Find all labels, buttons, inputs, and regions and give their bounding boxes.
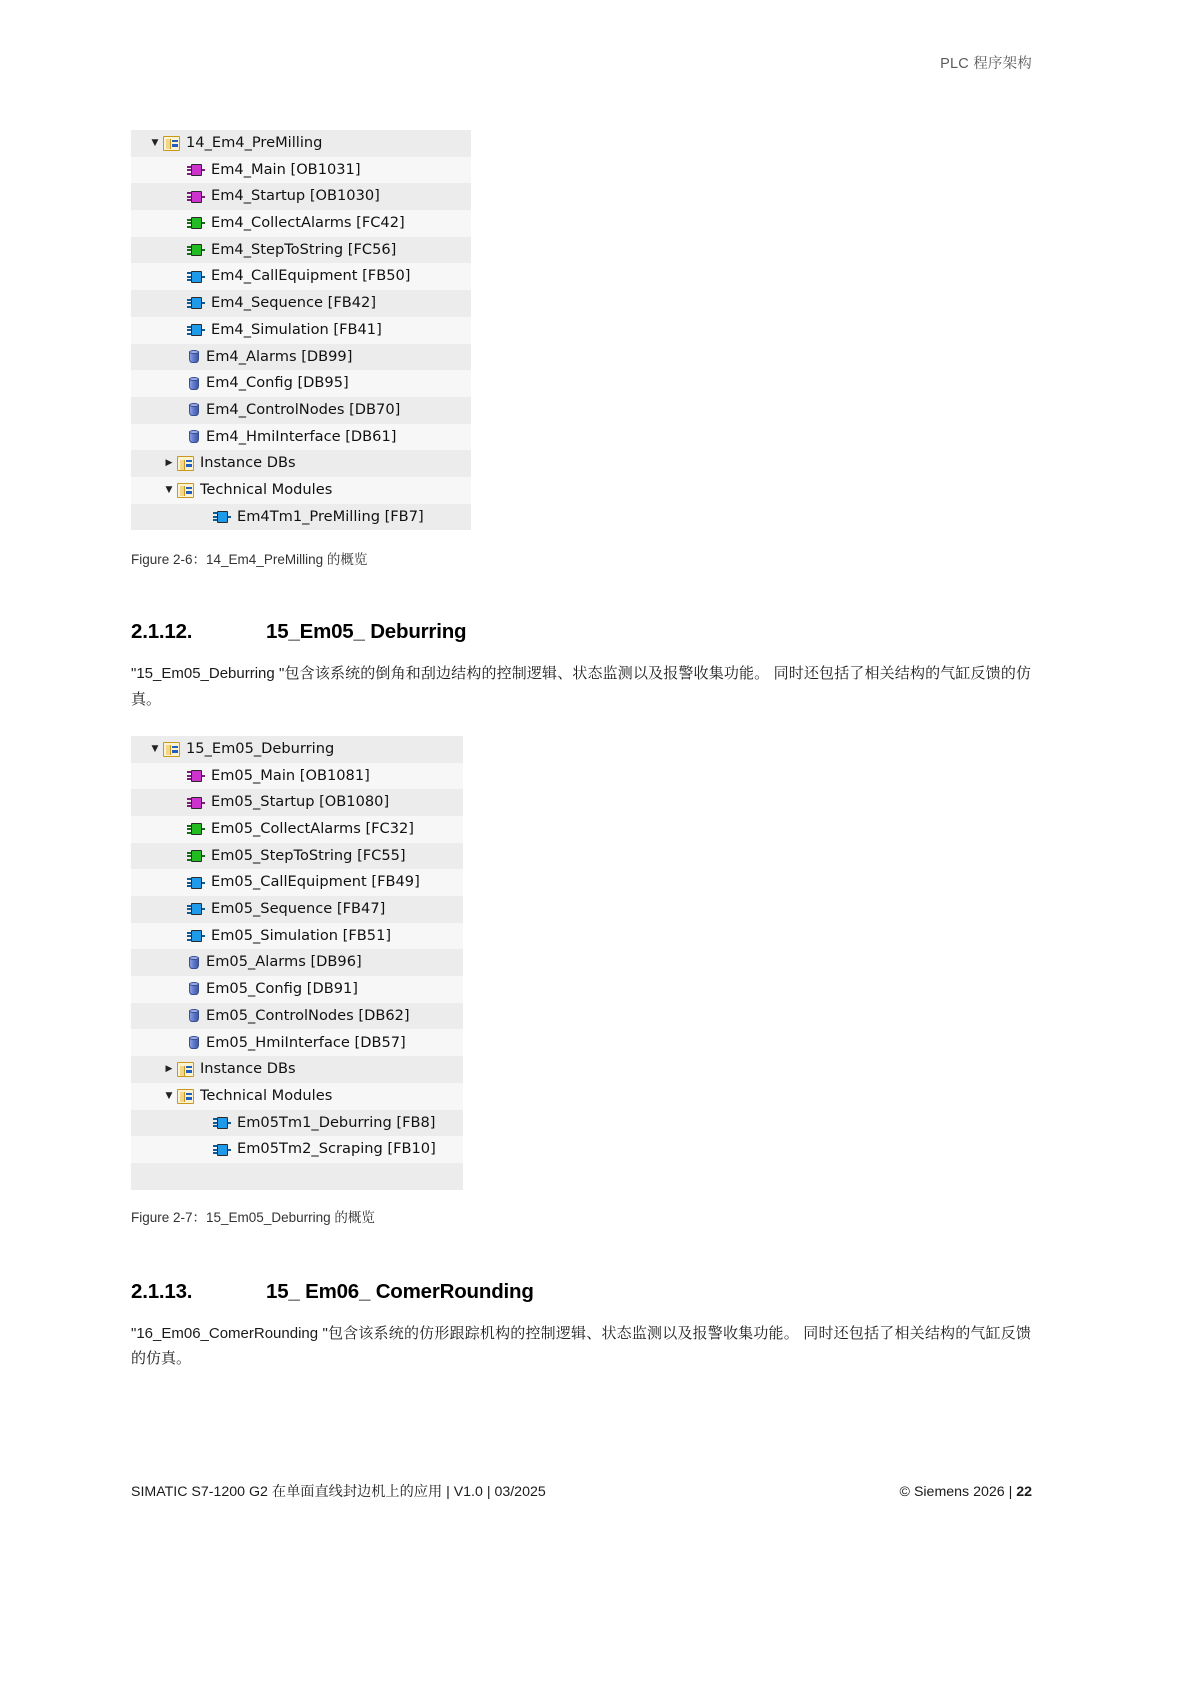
folder-icon (177, 1062, 194, 1077)
tree-item-label: Em4_CollectAlarms [FC42] (211, 214, 405, 232)
fc-block-icon (187, 823, 205, 836)
tree-row[interactable] (131, 1029, 463, 1056)
tree-item-label: Em4_Simulation [FB41] (211, 320, 382, 338)
fb-block-icon (187, 903, 205, 916)
tree-item-label: 15_Em05_Deburring (186, 739, 335, 757)
tree-row[interactable] (131, 1056, 463, 1083)
tree-item-label: Em4_StepToString [FC56] (211, 240, 397, 258)
tree-row[interactable] (131, 923, 463, 950)
database-block-icon (187, 349, 200, 364)
running-header (940, 52, 1032, 73)
tree-row[interactable] (131, 1003, 463, 1030)
heading-2-1-12 (131, 620, 1031, 644)
chevron-right-icon[interactable]: ▶ (165, 1064, 173, 1074)
tree-item-label: Em4_CallEquipment [FB50] (211, 267, 411, 285)
tree-item-label: Em05_HmiInterface [DB57] (206, 1033, 406, 1051)
chevron-right-icon[interactable]: ▶ (165, 458, 173, 469)
heading-2-1-12-number: 2.1.12. (131, 620, 193, 644)
fb-block-icon (187, 297, 205, 310)
folder-icon (177, 483, 194, 498)
tree-row[interactable] (131, 504, 471, 531)
tree-row[interactable] (131, 477, 471, 504)
tree-item-label: Em05_Main [OB1081] (211, 766, 370, 784)
database-block-icon (187, 376, 200, 391)
tree-item-label: Em05_Sequence [FB47] (211, 900, 386, 918)
tree-item-label: Em4_Alarms [DB99] (206, 347, 353, 365)
figure-caption-2-7: Figure 2-7：15_Em05_Deburring 的概览 (131, 1209, 375, 1225)
tree-item-label: Em4_Sequence [FB42] (211, 294, 377, 312)
tree-row[interactable] (131, 789, 463, 816)
folder-icon (163, 742, 180, 757)
tree-row[interactable] (131, 843, 463, 870)
tree-row[interactable] (131, 1110, 463, 1137)
fb-block-icon (187, 324, 205, 337)
tree-item-label: Em05_Startup [OB1080] (211, 793, 390, 811)
fc-block-icon (187, 850, 205, 863)
tree-item-label: Em05Tm1_Deburring [FB8] (237, 1113, 436, 1131)
chevron-down-icon[interactable]: ▼ (151, 743, 159, 754)
database-block-icon (187, 1009, 200, 1024)
fb-block-icon (213, 1143, 231, 1156)
fb-block-icon (187, 876, 205, 889)
tree-row[interactable] (131, 976, 463, 1003)
footer-page-number: 22 (1016, 1484, 1032, 1500)
database-block-icon (187, 982, 200, 997)
tree-item-label: Em05_Config [DB91] (206, 980, 358, 998)
tree-row[interactable] (131, 317, 471, 344)
folder-icon (163, 136, 180, 151)
database-block-icon (187, 1035, 200, 1050)
tree-row[interactable] (131, 397, 471, 424)
tree-row[interactable] (131, 949, 463, 976)
tree-row[interactable] (131, 290, 471, 317)
tree-row[interactable] (131, 344, 471, 371)
fb-block-icon (187, 930, 205, 943)
ob-block-icon (187, 796, 205, 809)
tree-item-label: Instance DBs (200, 454, 296, 472)
tree-row[interactable] (131, 130, 471, 157)
ob-block-icon (187, 164, 205, 177)
tree-row[interactable] (131, 816, 463, 843)
tree-item-label: Em05Tm2_Scraping [FB10] (237, 1140, 436, 1158)
heading-2-1-12-title: 15_Em05_ Deburring (266, 620, 467, 644)
tree-item-label: Em4_ControlNodes [DB70] (206, 400, 401, 418)
tree-item-label: 14_Em4_PreMilling (186, 134, 323, 152)
project-tree-14-em4-premilling[interactable] (131, 130, 471, 530)
paragraph-2-1-13: "16_Em06_ComerRounding "包含该系统的仿形跟踪机构的控制逻辑、状态监测以及报警收集功能。 同时还包括了相关结构的气缸反馈的仿真。 (131, 1324, 1031, 1368)
database-block-icon (187, 403, 200, 418)
page-footer (131, 1481, 1032, 1501)
tree-item-label: Em05_Alarms [DB96] (206, 953, 362, 971)
running-header-text: PLC 程序架构 (940, 56, 1032, 72)
fb-block-icon (187, 270, 205, 283)
tree-row[interactable] (131, 263, 471, 290)
ob-block-icon (187, 190, 205, 203)
tree-row[interactable] (131, 896, 463, 923)
fc-block-icon (187, 217, 205, 230)
tree-row[interactable] (131, 450, 471, 477)
tree-row[interactable] (131, 736, 463, 763)
tree-row[interactable] (131, 1136, 463, 1163)
tree-row[interactable] (131, 237, 471, 264)
folder-icon (177, 456, 194, 471)
tree-row[interactable] (131, 183, 471, 210)
database-block-icon (187, 955, 200, 970)
heading-2-1-13 (131, 1280, 1031, 1304)
tree-item-label: Instance DBs (200, 1060, 296, 1078)
tree-item-label: Em05_Simulation [FB51] (211, 926, 392, 944)
tree-row[interactable] (131, 157, 471, 184)
chevron-down-icon[interactable]: ▼ (165, 1090, 173, 1101)
tree-item-label: Em05_ControlNodes [DB62] (206, 1006, 410, 1024)
tree-item-label: Em4Tm1_PreMilling [FB7] (237, 507, 424, 525)
chevron-down-icon[interactable]: ▼ (165, 484, 173, 495)
fb-block-icon (213, 1116, 231, 1129)
paragraph-2-1-12: "15_Em05_Deburring "包含该系统的倒角和刮边结构的控制逻辑、状态监测以及报警收集功能。 同时还包括了相关结构的气缸反馈的仿真。 (131, 665, 1031, 709)
footer-copyright (900, 1484, 1032, 1500)
database-block-icon (187, 429, 200, 444)
fc-block-icon (187, 244, 205, 257)
heading-2-1-13-number: 2.1.13. (131, 1279, 193, 1303)
folder-icon (177, 1089, 194, 1104)
tree-row[interactable] (131, 424, 471, 451)
tree-item-label: Technical Modules (200, 1086, 333, 1104)
tree-row[interactable] (131, 370, 471, 397)
tree-item-label: Em4_Config [DB95] (206, 374, 349, 392)
document-content (131, 130, 1031, 1372)
tree-item-label: Em4_Startup [OB1030] (211, 187, 380, 205)
tree-item-label: Em05_CollectAlarms [FC32] (211, 820, 414, 838)
tree-item-label: Em05_CallEquipment [FB49] (211, 873, 420, 891)
blank-icon (213, 1169, 230, 1184)
project-tree-15-em05-deburring[interactable] (131, 736, 463, 1190)
figure-caption-2-6: Figure 2-6：14_Em4_PreMilling 的概览 (131, 552, 368, 568)
tree-row[interactable] (131, 1163, 463, 1190)
chevron-down-icon[interactable]: ▼ (151, 137, 159, 148)
tree-item-label: Em4_Main [OB1031] (211, 160, 361, 178)
footer-document-title: SIMATIC S7-1200 G2 在单面直线封边机上的应用 | V1.0 | 03/2025 (131, 1484, 546, 1500)
tree-item-label: Em05_StepToString [FC55] (211, 846, 406, 864)
tree-row[interactable] (131, 210, 471, 237)
tree-row[interactable] (131, 869, 463, 896)
ob-block-icon (187, 769, 205, 782)
tree-row[interactable] (131, 763, 463, 790)
heading-2-1-13-title: 15_ Em06_ ComerRounding (266, 1279, 534, 1303)
tree-row[interactable] (131, 1083, 463, 1110)
fb-block-icon (213, 510, 231, 523)
tree-item-label: Technical Modules (200, 480, 333, 498)
tree-item-label: Em4_HmiInterface [DB61] (206, 427, 397, 445)
footer-copyright-text: © Siemens 2026 | (899, 1484, 1017, 1500)
